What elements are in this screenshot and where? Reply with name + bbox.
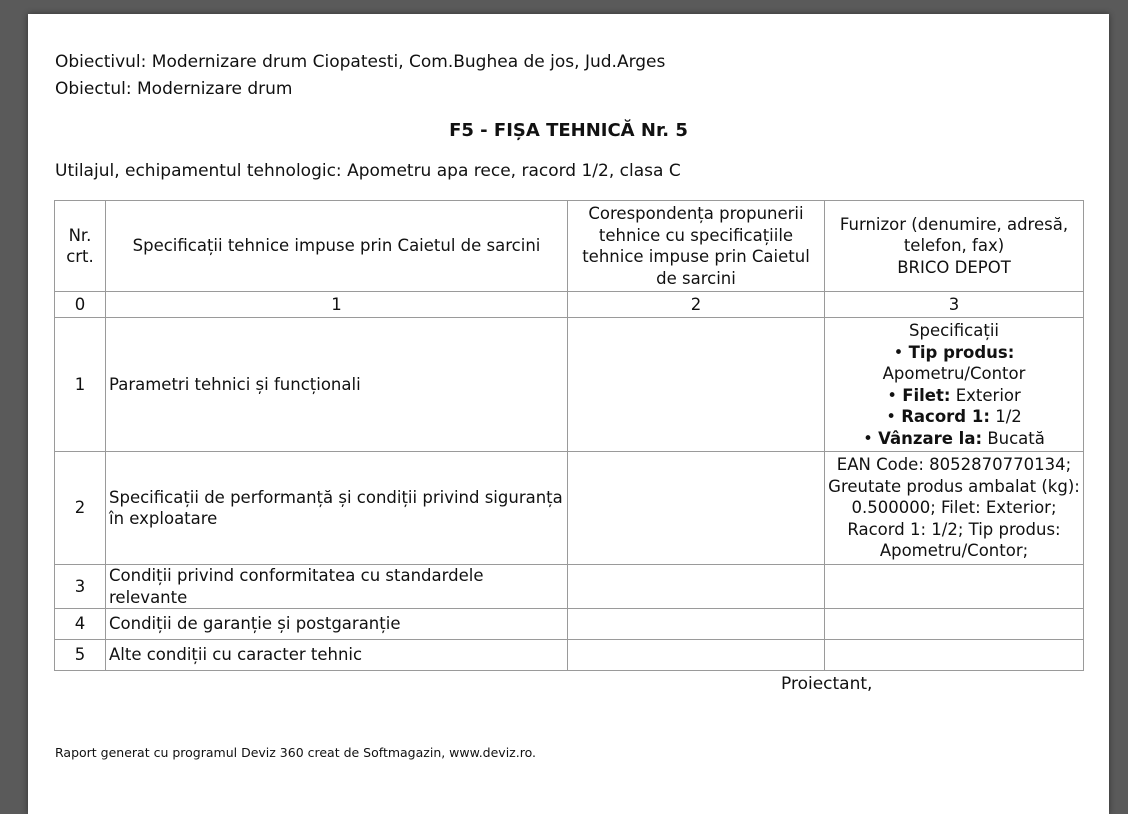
row-furnizor [825,318,1084,452]
tech-spec-table [54,200,1084,671]
furnizor-spec-item [828,428,1080,450]
row-coresp [568,318,825,452]
header-corespondenta: Corespondența propunerii tehnice cu specificațiile tehnice impuse prin Caietul de sarcini [568,201,825,292]
row-nr: 5 [55,640,106,671]
spec-value: Bucată [987,428,1045,448]
row-furnizor [825,640,1084,671]
document-page [28,14,1109,814]
spec-label: Racord 1: [901,407,990,426]
row-furnizor: EAN Code: 8052870770134; Greutate produs ambalat (kg): 0.500000; Filet: Exterior; Racord 1: 1/2; Tip produs: Apometru/Contor; [825,452,1084,565]
object-line: Obiectul: Modernizare drum [55,79,293,99]
row-furnizor [825,609,1084,640]
document-title: F5 - FIȘA TEHNICĂ Nr. 5 [449,120,688,141]
header-furnizor-name: BRICO DEPOT [897,257,1011,277]
bullet: • [887,385,897,405]
table-index-row [55,292,1084,318]
table-row [55,609,1084,640]
row-spec: Specificații de performanță și condiții privind siguranța în exploatare [106,452,568,565]
header-furnizor [825,201,1084,292]
row-spec: Condiții de garanție și postgaranție [106,609,568,640]
signature-label: Proiectant, [781,674,873,694]
row-furnizor [825,565,1084,609]
table-row [55,318,1084,452]
row-nr: 1 [55,318,106,452]
spec-value: Exterior [955,385,1021,405]
spec-label: Tip produs: [908,342,1015,362]
bullet: • [863,428,873,448]
spec-value: 1/2 [995,407,1022,426]
bullet: • [893,342,904,362]
row-spec: Alte condiții cu caracter tehnic [106,640,568,671]
row-coresp [568,565,825,609]
equipment-line: Utilajul, echipamentul tehnologic: Apometru apa rece, racord 1/2, clasa C [55,161,681,181]
spec-label: Vânzare la: [878,428,983,448]
index-cell: 1 [106,292,568,318]
row-coresp [568,640,825,671]
row-spec: Condiții privind conformitatea cu standardele relevante [106,565,568,609]
table-header-row [55,201,1084,292]
report-footer: Raport generat cu programul Deviz 360 creat de Softmagazin, www.deviz.ro. [55,745,536,760]
row-coresp [568,609,825,640]
objective-line: Obiectivul: Modernizare drum Ciopatesti, Com.Bughea de jos, Jud.Arges [55,52,666,72]
row-nr: 3 [55,565,106,609]
table-row [55,565,1084,609]
spec-label: Filet: [902,385,951,405]
spec-value: Apometru/Contor [882,364,1026,383]
furnizor-spec-item [828,406,1080,428]
index-cell: 2 [568,292,825,318]
index-cell: 3 [825,292,1084,318]
furnizor-spec-heading: Specificații [909,321,999,340]
index-cell: 0 [55,292,106,318]
row-nr: 2 [55,452,106,565]
header-furnizor-label: Furnizor (denumire, adresă, telefon, fax) [839,214,1069,256]
header-nr-crt: Nr. crt. [55,201,106,292]
header-specificatii: Specificații tehnice impuse prin Caietul de sarcini [106,201,568,292]
table-row [55,452,1084,565]
row-spec: Parametri tehnici și funcționali [106,318,568,452]
furnizor-spec-item [828,342,1080,385]
row-nr: 4 [55,609,106,640]
bullet: • [886,407,896,426]
furnizor-spec-item [828,385,1080,407]
row-coresp [568,452,825,565]
table-row [55,640,1084,671]
